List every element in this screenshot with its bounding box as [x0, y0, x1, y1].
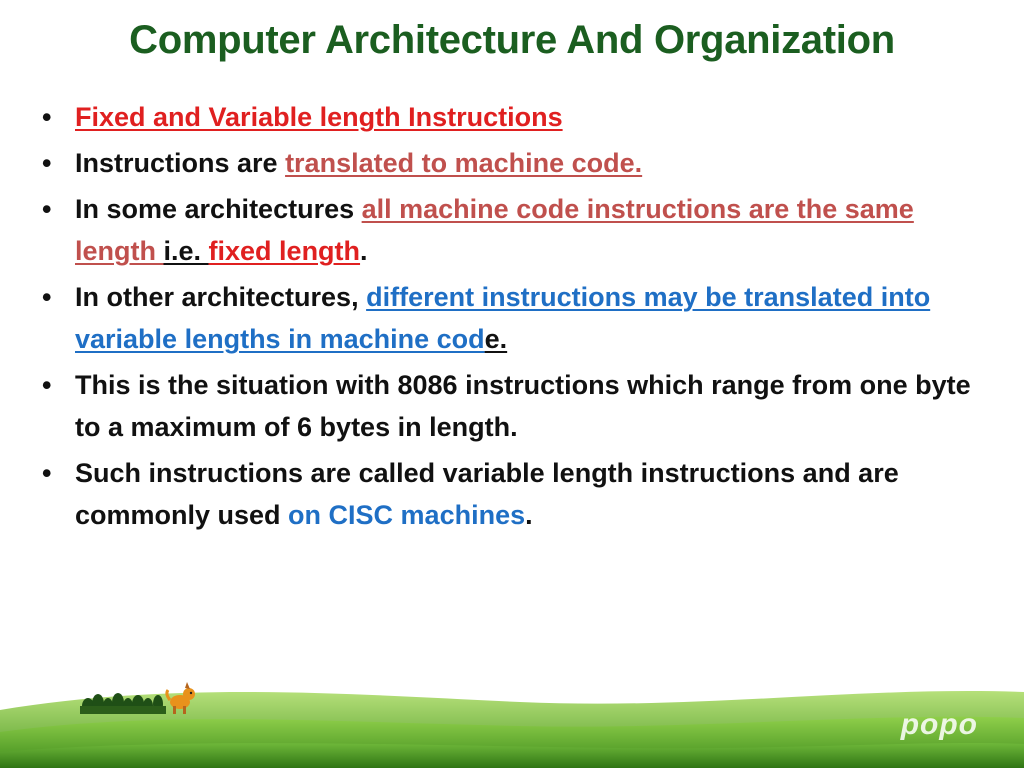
- bullet-text: [75, 148, 642, 178]
- text-run: .: [360, 236, 368, 266]
- text-run: fixed length: [208, 236, 361, 266]
- text-run: on CISC machines: [288, 500, 526, 530]
- bullet-text: [75, 102, 563, 132]
- bullet-item: [34, 96, 984, 138]
- text-run: Fixed and Variable length Instructions: [75, 102, 563, 132]
- bullet-text: [75, 370, 971, 442]
- bullet-text: [75, 194, 914, 266]
- text-run: i.e.: [163, 236, 209, 266]
- bullet-icon: •: [42, 148, 52, 178]
- bullet-item: [34, 276, 984, 360]
- text-run: e.: [484, 324, 508, 354]
- bullet-list: [34, 96, 984, 540]
- bullet-item: [34, 142, 984, 184]
- footer-scenery: [0, 640, 1024, 768]
- text-run: .: [525, 500, 533, 530]
- text-run: In some architectures: [75, 194, 362, 224]
- bullet-item: [34, 188, 984, 272]
- text-run: all machine code instructions are the same length: [75, 194, 914, 266]
- slide-title: Computer Architecture And Organization: [129, 18, 895, 62]
- bullet-item: [34, 452, 984, 536]
- bullet-item: [34, 364, 984, 448]
- bullet-icon: •: [42, 458, 52, 488]
- bullet-icon: •: [42, 282, 52, 312]
- text-run: This is the situation with 8086 instructions which range from one byte to a maximum of 6 bytes in length.: [75, 370, 971, 442]
- bullet-icon: •: [42, 102, 52, 132]
- text-run: In other architectures,: [75, 282, 367, 312]
- near-hill: [0, 743, 1024, 768]
- text-run: Such instructions are called variable length instructions and are commonly used: [75, 458, 899, 530]
- text-run: translated to machine code.: [285, 148, 643, 178]
- text-run: Instructions are: [75, 148, 286, 178]
- bullet-text: [75, 458, 899, 530]
- brand-watermark: popo: [900, 708, 978, 741]
- bullet-text: [75, 282, 930, 354]
- bullet-icon: •: [42, 370, 52, 400]
- bullet-icon: •: [42, 194, 52, 224]
- text-run: different instructions may be translated into variable lengths in machine cod: [75, 282, 931, 354]
